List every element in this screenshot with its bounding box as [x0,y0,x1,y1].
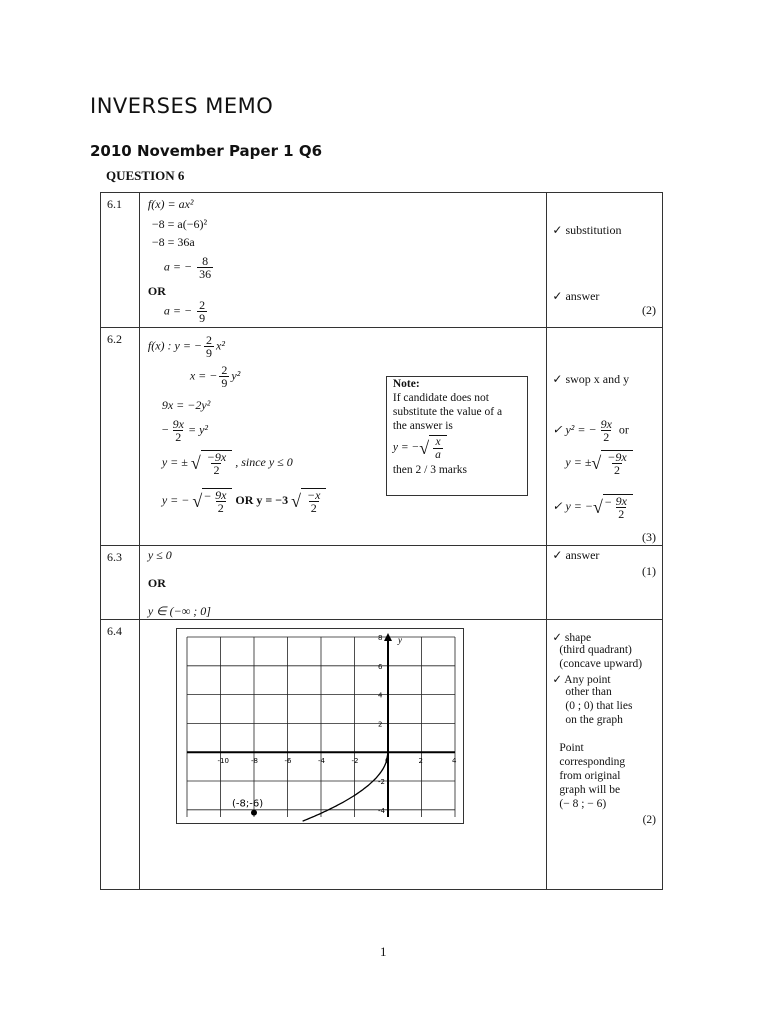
fraction-denominator: 9 [221,376,228,390]
working-cell [139,193,547,328]
note-line: the answer is [392,420,453,432]
mark-item: on the graph [565,714,623,726]
work-text: , since y ≤ 0 [235,454,293,469]
mark-item: (third quadrant) [559,644,632,656]
point-label: (-8;-6) [231,798,263,810]
or-label: OR [147,576,166,590]
mark-item: (concave upward) [559,658,643,670]
mark-item: ✓ y = − √ − $\frac{9x}{2}$ [552,494,633,520]
working-cell [139,620,547,890]
mark-item: ✓ answer [552,289,600,303]
work-line: y ≤ 0 [147,548,172,562]
question-number: 6.4 [107,624,122,638]
y-tick-label: 6 [377,662,383,671]
mark-item: (0 ; 0) that lies [565,700,633,712]
work-text: y² [231,368,241,383]
fraction-denominator: 2 [175,430,182,444]
work-text: a = − [163,259,193,274]
x-tick-label: -10 [217,757,229,766]
fraction-denominator: 9 [206,346,213,360]
mark-total: (3) [642,530,656,544]
curve-series [302,752,390,821]
work-text: a = − [163,303,193,318]
note-line: then 2 / 3 marks [392,464,467,476]
table-row [101,546,663,620]
marks-cell [547,620,663,890]
work-line: −8 = 36a [151,235,195,249]
graph-svg [177,629,463,823]
question-number-cell [101,546,140,620]
work-text: x = − [189,368,218,383]
marks-cell [547,546,663,620]
graph-panel [176,628,464,824]
work-text: f(x) : y = − [147,338,203,353]
question-number-cell [101,328,140,546]
working-cell [139,328,547,546]
table-row [101,193,663,328]
x-tick-label: 4 [451,757,457,766]
y-tick-label: -2 [377,778,385,786]
work-line: 9x = −2y² [161,398,211,412]
marked-point [251,810,257,816]
square-root: √ $\frac{-9x}{2}$ [191,450,232,476]
fraction [219,364,229,389]
work-line [190,364,240,389]
note-title: Note: [392,378,420,390]
question-number: 6.2 [107,332,122,346]
mark-item: ✓ shape [552,632,592,644]
fraction-denominator: 36 [199,267,212,281]
fraction-numerator: 9x [172,417,184,431]
mark-item: Point [559,742,584,754]
work-line: −8 = a(−6)² [151,217,208,231]
x-tick-label: -6 [284,757,292,766]
x-tick-label: -8 [250,757,258,766]
fraction-numerator: 2 [221,363,228,377]
table-row [101,328,663,546]
work-text: y = − [161,492,190,507]
mark-item: graph will be [559,784,621,796]
marks-cell [547,328,663,546]
working-cell [139,546,547,620]
y-axis-label: y [397,635,402,645]
mark-item: y = ± √ $\frac{-9x}{2}$ [565,450,632,476]
mark-item: ✓ answer [552,548,600,562]
fraction [197,255,213,280]
mark-item: other than [565,686,612,698]
fraction-numerator: 2 [206,333,213,347]
x-tick-label: -2 [351,757,359,766]
memo-table [100,192,663,890]
mark-item: corresponding [559,756,626,768]
work-line: f(x) = ax² [147,197,194,211]
mark-total: (2) [642,303,656,317]
work-text: = y² [187,422,208,437]
table-row [101,620,663,890]
mark-item: ✓ Any point [552,674,611,686]
document-subtitle: 2010 November Paper 1 Q6 [90,142,323,160]
question-number-cell [101,620,140,890]
work-text: x² [216,338,225,353]
y-tick-label: 4 [377,691,383,700]
work-text: OR y = −3 [235,492,289,507]
question-number: 6.3 [107,550,122,564]
page-number: 1 [380,944,387,959]
work-line: y ∈ (−∞ ; 0] [147,604,211,618]
mark-item: ✓ substitution [552,223,622,237]
mark-item: from original [559,770,621,782]
fraction-denominator: 9 [199,311,206,325]
fraction-numerator: 2 [199,298,206,312]
x-tick-label: 2 [418,757,423,766]
mark-item: (− 8 ; − 6) [559,798,607,810]
work-line [162,450,293,476]
work-line: − $\frac{9x}{2}$ = y² [161,417,208,444]
work-text: y = ± [161,454,188,469]
mark-total: (2) [642,814,656,826]
note-line: If candidate does not [392,392,489,404]
note-line: substitute the value of a [392,406,503,418]
question-number: 6.1 [107,197,122,211]
fraction [204,334,214,359]
question-number-cell [101,193,140,328]
work-line [162,488,327,514]
mark-item: ✓ swop x and y [552,372,630,386]
note-box [386,376,528,496]
y-tick-label: 8 [377,634,383,642]
fraction [171,418,186,443]
work-line [164,255,215,280]
mark-total: (1) [642,564,656,578]
y-tick-label: -4 [377,806,385,815]
work-line [148,334,225,359]
document-title: INVERSES MEMO [90,94,274,118]
x-tick-label: -4 [317,757,325,766]
question-heading: QUESTION 6 [106,168,185,183]
y-tick-label: 2 [377,720,383,729]
note-formula: y = − √ $\frac{x}{a}$ [393,435,521,461]
marks-cell [547,193,663,328]
fraction [197,299,207,324]
or-label: OR [147,284,166,298]
square-root: √ − $\frac{9x}{2}$ [192,488,232,514]
x-tick-label: 0 [384,757,390,766]
fraction-numerator: 8 [202,254,209,268]
work-line [164,299,209,324]
square-root: √ $\frac{-x}{2}$ [291,488,326,514]
mark-item: ✓ y² = − $\frac{9x}{2}$ or [552,417,629,444]
